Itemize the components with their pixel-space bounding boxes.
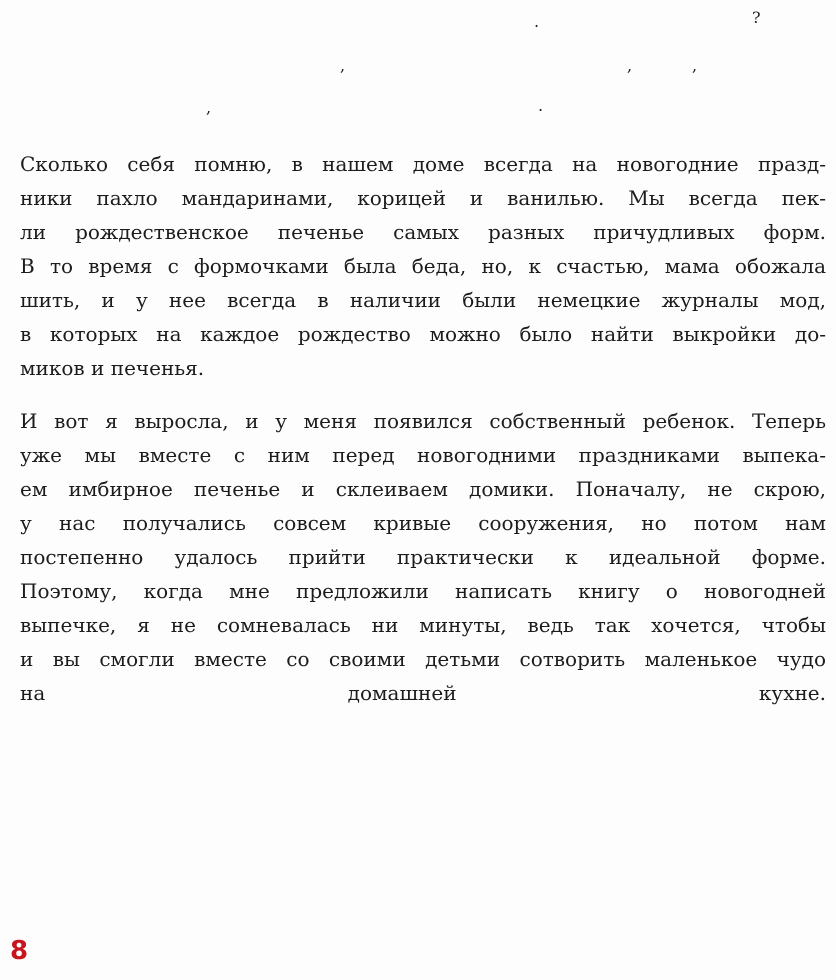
paragraph-1 <box>20 147 826 385</box>
stray-mark: , <box>206 98 212 117</box>
text-line: постепенно удалось прийти практически к идеальной форме. <box>20 545 826 569</box>
stray-mark: ? <box>752 8 761 27</box>
text-line: Поэтому, когда мне предложили написать книгу о новогодней <box>20 579 826 603</box>
text-line: ем имбирное печенье и склеиваем домики. Поначалу, не скрою, <box>20 477 826 501</box>
text-line: выпечке, я не сомневалась ни минуты, ведь так хочется, чтобы <box>20 613 826 637</box>
text-line: И вот я выросла, и у меня появился собственный ребенок. Теперь <box>20 409 826 433</box>
text-line: у нас получались совсем кривые сооружения, но потом нам <box>20 511 826 535</box>
text-line: ники пахло мандаринами, корицей и ванилью. Мы всегда пек- <box>20 186 826 210</box>
text-line <box>20 710 826 744</box>
text-line: на домашней кухне. <box>20 681 826 705</box>
text-line: Сколько себя помню, в нашем доме всегда на новогодние празд- <box>20 152 826 176</box>
text-line: В то время с формочками была беда, но, к счастью, мама обожала <box>20 254 826 278</box>
stray-mark: . <box>538 96 544 115</box>
page-number: 8 <box>10 936 29 966</box>
text-line: в которых на каждое рождество можно было найти выкройки до- <box>20 322 826 346</box>
text-line: ли рождественское печенье самых разных причудливых форм. <box>20 220 826 244</box>
text-line: и вы смогли вместе со своими детьми сотворить маленькое чудо <box>20 647 826 671</box>
stray-mark: , <box>340 56 346 75</box>
stray-mark: . <box>534 12 540 31</box>
text-line: шить, и у нее всегда в наличии были немецкие журналы мод, <box>20 288 826 312</box>
paragraph-2 <box>20 404 826 744</box>
stray-mark: , <box>627 56 633 75</box>
text-line: уже мы вместе с ним перед новогодними праздниками выпека- <box>20 443 826 467</box>
text-line: миков и печенья. <box>20 356 205 380</box>
stray-mark: , <box>692 56 698 75</box>
